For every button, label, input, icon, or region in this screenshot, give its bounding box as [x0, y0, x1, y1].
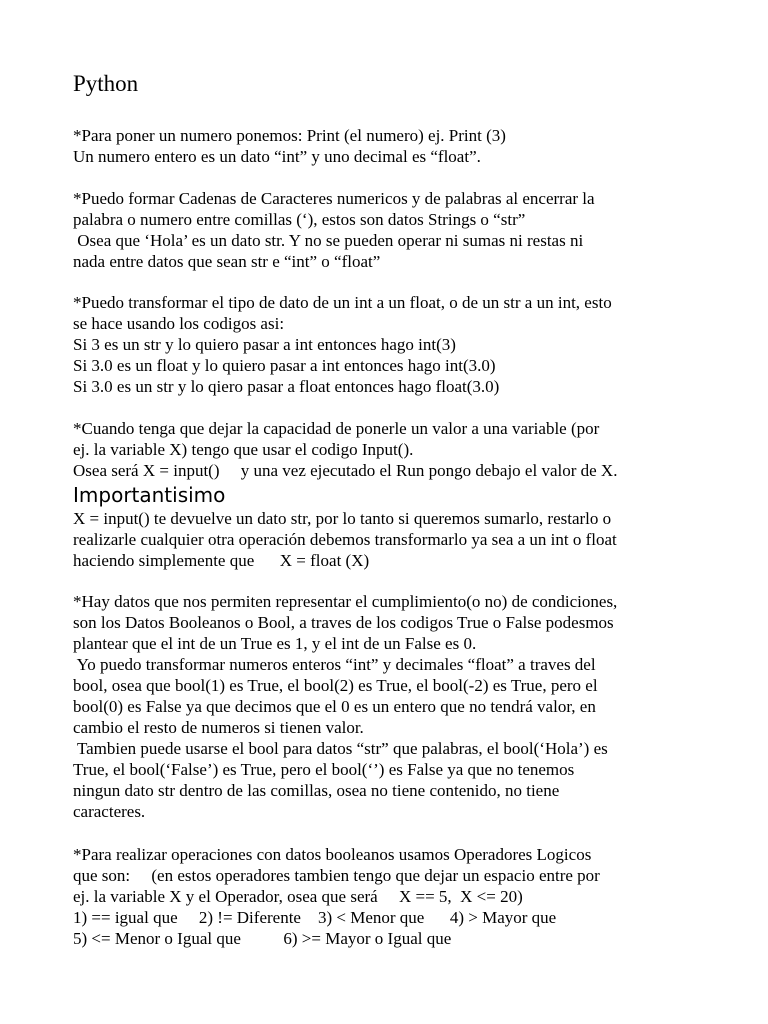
paragraph-input [73, 418, 713, 481]
text-line: *Puedo formar Cadenas de Caracteres numericos y de palabras al encerrar la [73, 189, 595, 208]
text-line: que son: (en estos operadores tambien tengo que dejar un espacio entre por [73, 866, 600, 885]
text-line: ej. la variable X) tengo que usar el codigo Input(). [73, 440, 414, 459]
text-line: 1) == igual que 2) != Diferente 3) < Menor que 4) > Mayor que [73, 908, 557, 927]
text-line: haciendo simplemente que X = float (X) [73, 551, 370, 570]
paragraph-logical-operators [73, 844, 713, 949]
paragraph-print [73, 125, 713, 167]
text-line: ej. la variable X y el Operador, osea que será X == 5, X <= 20) [73, 887, 523, 906]
text-line: cambio el resto de numeros si tienen valor. [73, 718, 364, 737]
text-line: Osea que ‘Hola’ es un dato str. Y no se pueden operar ni sumas ni restas ni [73, 231, 584, 250]
section-heading: Importantisimo [73, 483, 226, 507]
text-line: *Para poner un numero ponemos: Print (el numero) ej. Print (3) [73, 126, 506, 145]
text-line: caracteres. [73, 802, 146, 821]
text-line: True, el bool(‘False’) es True, pero el bool(‘’) es False ya que no tenemos [73, 760, 575, 779]
document-title: Python [73, 71, 139, 96]
text-line: Si 3.0 es un float y lo quiero pasar a int entonces hago int(3.0) [73, 356, 496, 375]
text-line: 5) <= Menor o Igual que 6) >= Mayor o Igual que [73, 929, 452, 948]
paragraph-input-conversion [73, 508, 713, 571]
text-line: Si 3 es un str y lo quiero pasar a int entonces hago int(3) [73, 335, 456, 354]
text-line: Un numero entero es un dato “int” y uno decimal es “float”. [73, 147, 481, 166]
text-line: nada entre datos que sean str e “int” o “float” [73, 252, 381, 271]
text-line: ningun dato str dentro de las comillas, osea no tiene contenido, no tiene [73, 781, 560, 800]
paragraph-booleans [73, 591, 713, 822]
text-line: palabra o numero entre comillas (‘), estos son datos Strings o “str” [73, 210, 526, 229]
text-line: realizarle cualquier otra operación debemos transformarlo ya sea a un int o float [73, 530, 617, 549]
text-line: *Cuando tenga que dejar la capacidad de ponerle un valor a una variable (por [73, 419, 600, 438]
text-line: se hace usando los codigos asi: [73, 314, 285, 333]
text-line: *Para realizar operaciones con datos booleanos usamos Operadores Logicos [73, 845, 592, 864]
text-line: bool(0) es False ya que decimos que el 0 es un entero que no tendrá valor, en [73, 697, 596, 716]
text-line: *Hay datos que nos permiten representar el cumplimiento(o no) de condiciones, [73, 592, 618, 611]
paragraph-type-conversion [73, 292, 713, 397]
text-line: Yo puedo transformar numeros enteros “int” y decimales “float” a traves del [73, 655, 596, 674]
text-line: Si 3.0 es un str y lo qiero pasar a float entonces hago float(3.0) [73, 377, 500, 396]
paragraph-strings [73, 188, 713, 272]
text-line: *Puedo transformar el tipo de dato de un int a un float, o de un str a un int, esto [73, 293, 612, 312]
text-line: X = input() te devuelve un dato str, por lo tanto si queremos sumarlo, restarlo o [73, 509, 612, 528]
text-line: Tambien puede usarse el bool para datos “str” que palabras, el bool(‘Hola’) es [73, 739, 608, 758]
text-line: plantear que el int de un True es 1, y el int de un False es 0. [73, 634, 477, 653]
text-line: Osea será X = input() y una vez ejecutado el Run pongo debajo el valor de X. [73, 461, 618, 480]
text-line: bool, osea que bool(1) es True, el bool(2) es True, el bool(-2) es True, pero el [73, 676, 598, 695]
text-line: son los Datos Booleanos o Bool, a traves de los codigos True o False podesmos [73, 613, 614, 632]
